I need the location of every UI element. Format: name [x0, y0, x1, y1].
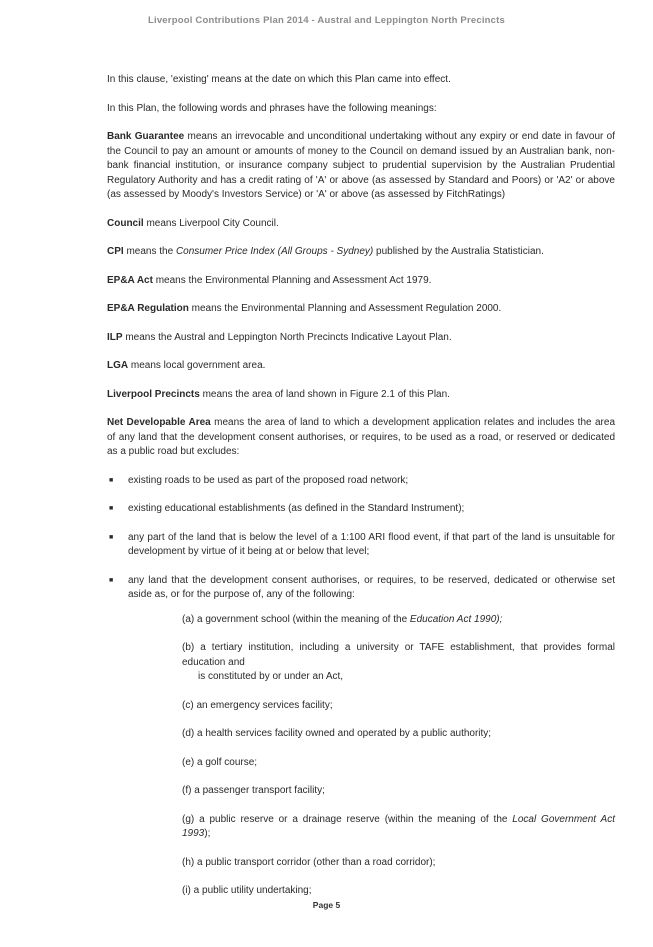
bullet-icon: ■	[109, 533, 114, 541]
term-council: Council	[107, 217, 144, 229]
definition-lga	[107, 359, 615, 374]
sub-item-i: (i) a public utility undertaking;	[182, 885, 312, 896]
list-item: ■ any land that the development consent authorises, or requires, to be reserved, dedicated or otherwise set aside as, or for the purpose of, any of the following: (a) a government school (within the meaning of the Education Act 1990); (b) a tertiary institution, including a university or TAFE establishment, that provides formal education and is constituted by or under an Act, (c) an emergency services facility; (d) a health services facility owned and operated by a public authority; (e) a golf course; (f) a passenger transport facility; (g) a public reserve or a drainage reserve (within the meaning of the Local Government Act 1993); (h) a public transport corridor (other than a road corridor); (i) a public utility undertaking;	[107, 574, 615, 899]
definition-liverpool-precincts	[107, 388, 615, 403]
definition-italic: Consumer Price Index (All Groups - Sydney)	[175, 246, 374, 257]
definition-net-developable-area	[107, 416, 615, 460]
running-header: Liverpool Contributions Plan 2014 - Austral and Leppington North Precincts	[147, 15, 505, 26]
sub-item-c: (c) an emergency services facility;	[182, 699, 333, 711]
sub-list	[128, 613, 615, 899]
list-item: ■ any part of the land that is below the level of a 1:100 ARI flood event, if that part of the land is unsuitable for development by virtue of it being at or below that level;	[109, 531, 615, 557]
definition-bank-guarantee	[107, 130, 615, 203]
term-liverpool-precincts: Liverpool Precincts	[107, 388, 200, 400]
definition-text: means the area of land to which a development application relates and includes the area of any land that the development consent authorises, or requires, to be used as a road, or reserved or dedicated as a public road but excludes:	[107, 417, 615, 457]
document-body	[107, 73, 615, 913]
definition-council	[107, 217, 615, 232]
sub-item-f: (f) a passenger transport facility;	[182, 785, 325, 796]
page-number: Page 5	[312, 900, 341, 910]
term-ilp: ILP	[107, 331, 123, 343]
definition-text: means the area of land shown in Figure 2.1 of this Plan.	[199, 388, 450, 400]
list-item: ■ existing educational establishments (as defined in the Standard Instrument);	[107, 502, 615, 517]
definition-text: means the Environmental Planning and Assessment Act 1979.	[152, 274, 432, 286]
definition-text: means an irrevocable and unconditional undertaking without any expiry or end date in favour of the Council to pay an amount or amounts of money to the Council on demand issued by an Australian bank, non-bank financial institution, or insurance company subject to prudential supervision by the Australian Prudential Regulatory Authority and has a credit rating of 'A' or above (as assessed by Standard and Poors) or 'A2' or above (as assessed by Moody's Investors Service) or 'A' or above (as assessed by FitchRatings)	[107, 131, 615, 200]
sub-item-h: (h) a public transport corridor (other than a road corridor);	[182, 856, 436, 868]
sub-item-g: (g) a public reserve or a drainage reserve (within the meaning of the Local Government Act 1993);	[182, 813, 615, 839]
term-epa-act: EP&A Act	[107, 274, 153, 286]
sub-item-b: (b) a tertiary institution, including a university or TAFE establishment, that provides formal education and is constituted by or under an Act,	[182, 642, 615, 682]
list-item: ■ existing roads to be used as part of the proposed road network;	[107, 474, 615, 489]
term-cpi: CPI	[107, 246, 124, 257]
sub-item-a: (a) a government school (within the meaning of the Education Act 1990);	[182, 613, 503, 625]
bullet-icon: ■	[109, 505, 114, 512]
term-net-developable-area: Net Developable Area	[107, 417, 211, 428]
term-bank-guarantee: Bank Guarantee	[107, 131, 185, 142]
intro-meanings: In this Plan, the following words and phrases have the following meanings:	[107, 102, 437, 114]
definition-cpi	[107, 245, 615, 260]
sub-item-e: (e) a golf course;	[182, 756, 258, 768]
definition-epa-regulation	[107, 302, 615, 317]
definition-text: means the Austral and Leppington North Precincts Indicative Layout Plan.	[122, 331, 452, 343]
term-epa-regulation: EP&A Regulation	[107, 303, 189, 314]
intro-existing: In this clause, 'existing' means at the date on which this Plan came into effect.	[107, 74, 451, 85]
definition-text: means local government area.	[128, 360, 266, 371]
definition-text: means the Environmental Planning and Assessment Regulation 2000.	[188, 303, 502, 314]
sub-item-d: (d) a health services facility owned and operated by a public authority;	[182, 728, 492, 739]
exclusions-list	[107, 474, 615, 899]
bullet-icon: ■	[109, 476, 114, 484]
definition-epa-act	[107, 274, 615, 289]
definition-text: published by the Australia Statistician.	[373, 246, 544, 257]
definition-text: means the	[123, 246, 176, 257]
term-lga: LGA	[107, 360, 129, 371]
definition-ilp	[107, 331, 615, 346]
bullet-icon: ■	[109, 576, 114, 584]
definition-text: means Liverpool City Council.	[143, 217, 279, 229]
